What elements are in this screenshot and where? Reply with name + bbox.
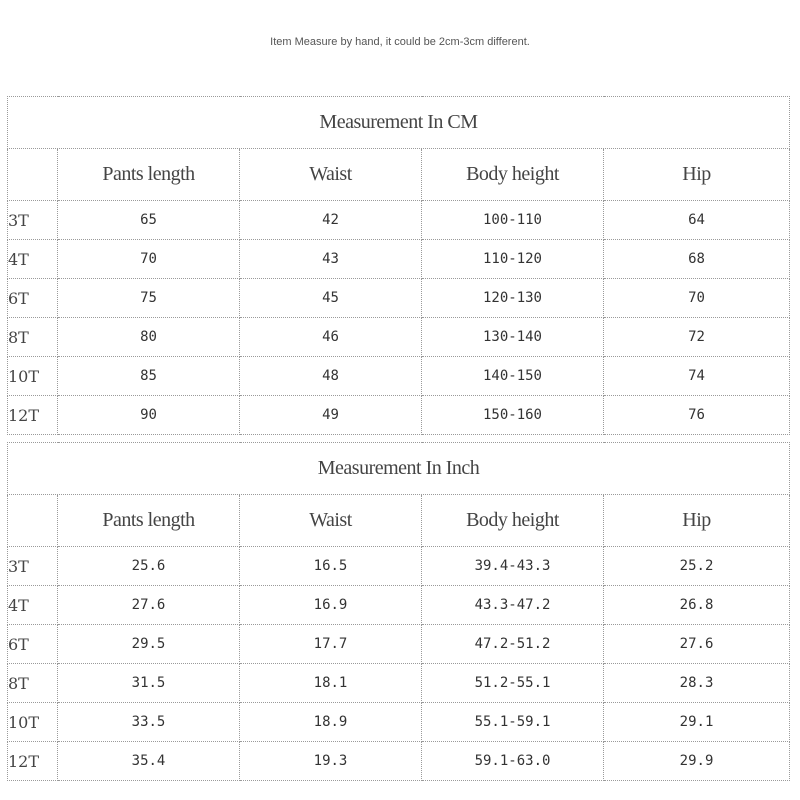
table-header-row <box>8 149 790 201</box>
size-cell: 3T <box>8 547 58 586</box>
size-cell: 4T <box>8 240 58 279</box>
column-header-body-height: Body height <box>422 149 604 201</box>
waist-cell: 42 <box>240 201 422 240</box>
body-height-cell: 43.3-47.2 <box>422 586 604 625</box>
table-header-row <box>8 495 790 547</box>
table-row <box>8 742 790 781</box>
size-cell: 12T <box>8 742 58 781</box>
size-cell: 10T <box>8 703 58 742</box>
body-height-cell: 100-110 <box>422 201 604 240</box>
table-title: Measurement In Inch <box>8 443 790 495</box>
waist-cell: 16.5 <box>240 547 422 586</box>
hip-cell: 74 <box>604 357 790 396</box>
column-header-body-height: Body height <box>422 495 604 547</box>
waist-cell: 49 <box>240 396 422 435</box>
table-row <box>8 318 790 357</box>
column-header-size <box>8 495 58 547</box>
pants-length-cell: 25.6 <box>58 547 240 586</box>
pants-length-cell: 65 <box>58 201 240 240</box>
pants-length-cell: 70 <box>58 240 240 279</box>
table-row <box>8 547 790 586</box>
hip-cell: 76 <box>604 396 790 435</box>
hip-cell: 27.6 <box>604 625 790 664</box>
table-row <box>8 201 790 240</box>
waist-cell: 19.3 <box>240 742 422 781</box>
pants-length-cell: 80 <box>58 318 240 357</box>
pants-length-cell: 29.5 <box>58 625 240 664</box>
hip-cell: 29.1 <box>604 703 790 742</box>
pants-length-cell: 75 <box>58 279 240 318</box>
body-height-cell: 110-120 <box>422 240 604 279</box>
hip-cell: 28.3 <box>604 664 790 703</box>
column-header-waist: Waist <box>240 495 422 547</box>
table-row <box>8 357 790 396</box>
column-header-hip: Hip <box>604 149 790 201</box>
table-title-row <box>8 443 790 495</box>
pants-length-cell: 27.6 <box>58 586 240 625</box>
body-height-cell: 59.1-63.0 <box>422 742 604 781</box>
size-cell: 10T <box>8 357 58 396</box>
waist-cell: 18.1 <box>240 664 422 703</box>
hip-cell: 72 <box>604 318 790 357</box>
size-cell: 6T <box>8 279 58 318</box>
pants-length-cell: 33.5 <box>58 703 240 742</box>
size-cell: 12T <box>8 396 58 435</box>
size-cell: 3T <box>8 201 58 240</box>
table-row <box>8 664 790 703</box>
table-row <box>8 586 790 625</box>
table-row <box>8 703 790 742</box>
hip-cell: 29.9 <box>604 742 790 781</box>
hip-cell: 68 <box>604 240 790 279</box>
size-table-cm <box>7 96 790 435</box>
body-height-cell: 39.4-43.3 <box>422 547 604 586</box>
size-cell: 4T <box>8 586 58 625</box>
hip-cell: 26.8 <box>604 586 790 625</box>
body-height-cell: 120-130 <box>422 279 604 318</box>
column-header-pants-length: Pants length <box>58 495 240 547</box>
hip-cell: 64 <box>604 201 790 240</box>
table-title: Measurement In CM <box>8 97 790 149</box>
table-row <box>8 279 790 318</box>
size-cell: 8T <box>8 664 58 703</box>
table-title-row <box>8 97 790 149</box>
waist-cell: 46 <box>240 318 422 357</box>
pants-length-cell: 31.5 <box>58 664 240 703</box>
table-row <box>8 396 790 435</box>
pants-length-cell: 85 <box>58 357 240 396</box>
body-height-cell: 47.2-51.2 <box>422 625 604 664</box>
waist-cell: 45 <box>240 279 422 318</box>
table-row <box>8 240 790 279</box>
hip-cell: 25.2 <box>604 547 790 586</box>
size-table-inch <box>7 442 790 781</box>
pants-length-cell: 35.4 <box>58 742 240 781</box>
waist-cell: 17.7 <box>240 625 422 664</box>
table-row <box>8 625 790 664</box>
body-height-cell: 150-160 <box>422 396 604 435</box>
body-height-cell: 140-150 <box>422 357 604 396</box>
body-height-cell: 51.2-55.1 <box>422 664 604 703</box>
column-header-waist: Waist <box>240 149 422 201</box>
waist-cell: 43 <box>240 240 422 279</box>
waist-cell: 48 <box>240 357 422 396</box>
measure-note: Item Measure by hand, it could be 2cm-3cm different. <box>270 36 530 48</box>
waist-cell: 16.9 <box>240 586 422 625</box>
body-height-cell: 130-140 <box>422 318 604 357</box>
hip-cell: 70 <box>604 279 790 318</box>
column-header-size <box>8 149 58 201</box>
body-height-cell: 55.1-59.1 <box>422 703 604 742</box>
waist-cell: 18.9 <box>240 703 422 742</box>
size-cell: 6T <box>8 625 58 664</box>
column-header-hip: Hip <box>604 495 790 547</box>
column-header-pants-length: Pants length <box>58 149 240 201</box>
size-cell: 8T <box>8 318 58 357</box>
pants-length-cell: 90 <box>58 396 240 435</box>
